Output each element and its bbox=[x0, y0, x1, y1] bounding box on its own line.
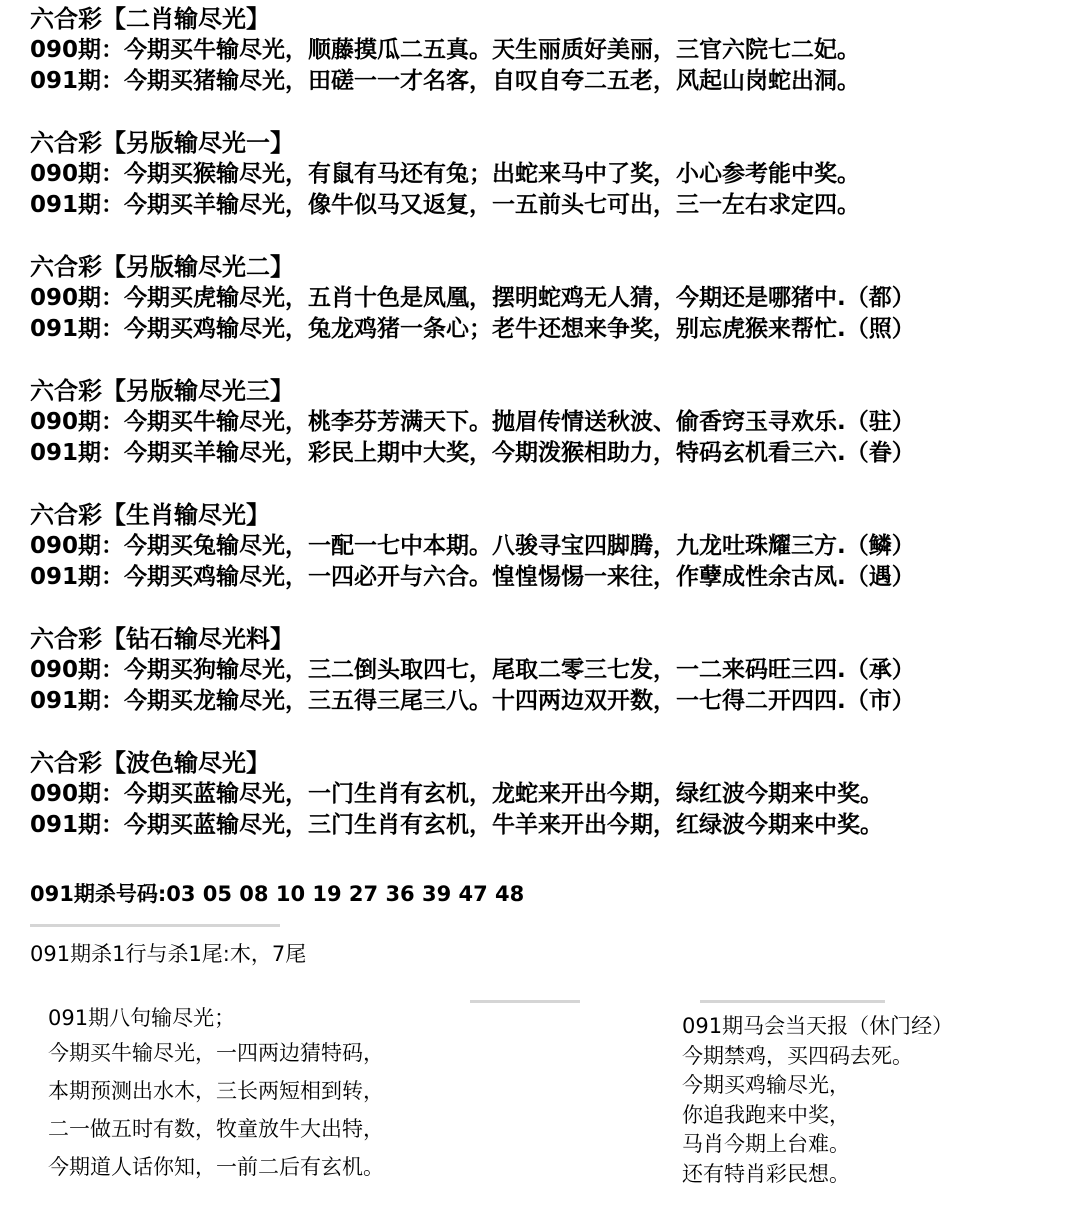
section-line: 090期：今期买牛输尽光，桃李芬芳满天下。抛眉传情送秋波、偷香窍玉寻欢乐.（驻） bbox=[30, 409, 915, 435]
section-line: 090期：今期买虎输尽光，五肖十色是凤凰，摆明蛇鸡无人猜，今期还是哪猪中.（都） bbox=[30, 285, 915, 311]
section-line: 090期：今期买兔输尽光，一配一七中本期。八骏寻宝四脚腾，九龙吐珠耀三方.（鳞） bbox=[30, 533, 915, 559]
left-box bbox=[48, 1002, 608, 1186]
left-box-line: 今期买牛输尽光，一四两边猜特码， bbox=[48, 1041, 384, 1065]
section-title: 六合彩【另版输尽光一】 bbox=[30, 129, 294, 157]
section-title: 六合彩【另版输尽光二】 bbox=[30, 253, 294, 281]
section-title: 六合彩【生肖输尽光】 bbox=[30, 501, 270, 529]
section bbox=[30, 748, 1075, 841]
kill-extra: 091期杀1行与杀1尾:木，7尾 bbox=[30, 942, 307, 966]
section-title: 六合彩【另版输尽光三】 bbox=[30, 377, 294, 405]
left-box-line: 本期预测出水木，三长两短相到转， bbox=[48, 1079, 384, 1103]
section bbox=[30, 624, 1075, 717]
section bbox=[30, 252, 1075, 345]
right-box-line: 还有特肖彩民想。 bbox=[682, 1161, 850, 1186]
section-line: 090期：今期买猴输尽光，有鼠有马还有兔；出蛇来马中了奖，小心参考能中奖。 bbox=[30, 161, 861, 187]
left-box-title: 091期八句输尽光； bbox=[48, 1006, 236, 1030]
section-line: 090期：今期买牛输尽光，顺藤摸瓜二五真。天生丽质好美丽，三官六院七二妃。 bbox=[30, 37, 861, 63]
section-title: 六合彩【波色输尽光】 bbox=[30, 749, 270, 777]
scan-smudge bbox=[30, 924, 280, 927]
section-title: 六合彩【钻石输尽光料】 bbox=[30, 625, 294, 653]
section-line: 091期：今期买羊输尽光，彩民上期中大奖，今期泼猴相助力，特码玄机看三六.（眷） bbox=[30, 440, 915, 466]
section-line: 091期：今期买猪输尽光，田磋一一才名客，自叹自夸二五老，风起山岗蛇出洞。 bbox=[30, 68, 861, 94]
section-line: 091期：今期买鸡输尽光，兔龙鸡猪一条心；老牛还想来争奖，别忘虎猴来帮忙.（照） bbox=[30, 316, 915, 342]
section-line: 090期：今期买狗输尽光，三二倒头取四七，尾取二零三七发，一二来码旺三四.（承） bbox=[30, 657, 915, 683]
section-line: 090期：今期买蓝输尽光，一门生肖有玄机，龙蛇来开出今期，绿红波今期来中奖。 bbox=[30, 781, 884, 807]
section bbox=[30, 376, 1075, 469]
section-line: 091期：今期买羊输尽光，像牛似马又返复，一五前头七可出，三一左右求定四。 bbox=[30, 192, 861, 218]
section-line: 091期：今期买鸡输尽光，一四必开与六合。惶惶惕惕一来往，作孽成性余古凤.（遇） bbox=[30, 564, 915, 590]
left-box-line: 二一做五时有数，牧童放牛大出特， bbox=[48, 1117, 384, 1141]
right-box-line: 今期禁鸡，买四码去死。 bbox=[682, 1043, 913, 1068]
right-box-title: 091期马会当天报（休门经） bbox=[682, 1014, 954, 1038]
left-box-line: 今期道人话你知，一前二后有玄机。 bbox=[48, 1155, 384, 1179]
right-box bbox=[682, 1012, 1062, 1189]
section-line: 091期：今期买蓝输尽光，三门生肖有玄机，牛羊来开出今期，红绿波今期来中奖。 bbox=[30, 812, 884, 838]
section-title: 六合彩【二肖输尽光】 bbox=[30, 5, 270, 33]
right-box-line: 你追我跑来中奖， bbox=[682, 1102, 850, 1127]
scan-smudge bbox=[700, 1000, 885, 1003]
right-box-line: 今期买鸡输尽光， bbox=[682, 1073, 850, 1097]
section bbox=[30, 500, 1075, 593]
section bbox=[30, 128, 1075, 221]
kill-numbers: 091期杀号码:03 05 08 10 19 27 36 39 47 48 bbox=[30, 882, 525, 906]
section bbox=[30, 4, 1075, 97]
right-box-line: 马肖今期上台难。 bbox=[682, 1132, 850, 1156]
sections bbox=[30, 4, 1075, 872]
section-line: 091期：今期买龙输尽光，三五得三尾三八。十四两边双开数，一七得二开四四.（市） bbox=[30, 688, 915, 714]
